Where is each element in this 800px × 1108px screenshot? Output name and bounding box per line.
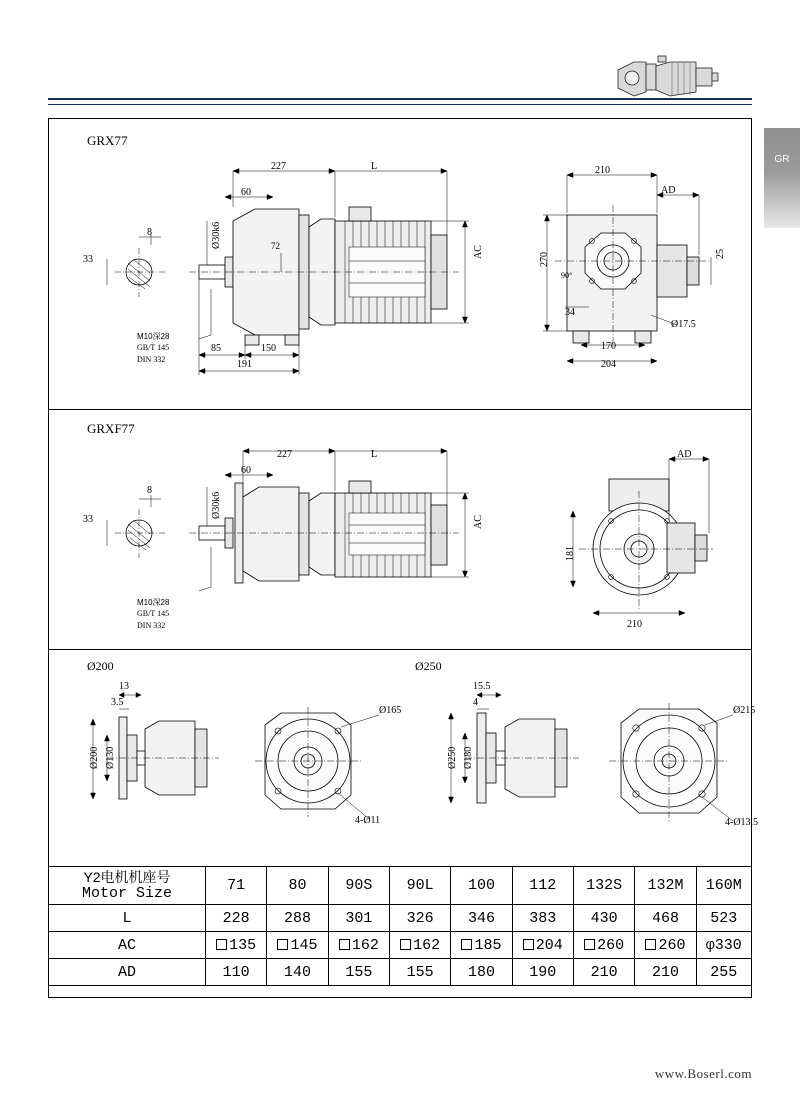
square-symbol <box>461 939 472 950</box>
side-tab <box>764 128 800 228</box>
col-head-4: 100 <box>451 867 512 905</box>
row-label-AC: AC <box>49 932 206 959</box>
dim-8-grx77: 8 <box>147 227 152 238</box>
cell-AC-132S-value: 260 <box>597 936 625 954</box>
cell-AC-90L-value: 162 <box>413 936 441 954</box>
dim-60-grxf77: 60 <box>241 465 251 476</box>
dim-13-flange200: 13 <box>119 681 129 692</box>
dim-33-grx77: 33 <box>83 254 93 265</box>
dim-25-grx77-side: 25 <box>715 249 726 259</box>
shaft-dia-grxf77: Ø30k6 <box>211 491 222 519</box>
square-symbol <box>645 939 656 950</box>
cell-AC-132M-value: 260 <box>658 936 686 954</box>
cell-AD-132S: 210 <box>573 959 634 986</box>
table-header-cell <box>49 867 206 905</box>
table-header-row <box>49 867 752 905</box>
square-symbol <box>584 939 595 950</box>
dim-dia200-flange200: Ø200 <box>89 746 100 769</box>
dim-dia180-flange250: Ø180 <box>463 746 474 769</box>
dim-150-grx77: 150 <box>261 343 276 354</box>
cell-AC-90S-value: 162 <box>351 936 379 954</box>
dim-dia165-flange200: Ø165 <box>379 705 402 716</box>
dim-85-grx77: 85 <box>211 343 221 354</box>
dim-8-grxf77: 8 <box>147 485 152 496</box>
cell-AC-80-value: 145 <box>290 936 318 954</box>
cell-AD-71: 110 <box>206 959 267 986</box>
table-row <box>49 959 752 986</box>
dim-33-grxf77: 33 <box>83 514 93 525</box>
square-symbol <box>216 939 227 950</box>
cell-AC-112-value: 204 <box>535 936 563 954</box>
square-symbol <box>277 939 288 950</box>
col-head-3: 90L <box>389 867 450 905</box>
dim-227-grxf77: 227 <box>277 449 292 460</box>
dim-4-flange250: 4 <box>473 697 478 708</box>
cell-L-112: 383 <box>512 905 573 932</box>
table-header-cn: Y2电机机座号 <box>83 869 171 885</box>
thread-note-2-grxf77: GB/T 145 <box>137 609 170 618</box>
dim-L-grxf77: L <box>371 449 378 460</box>
grx77-drawing <box>49 149 753 407</box>
cell-L-132M: 468 <box>635 905 696 932</box>
cell-AC-132M <box>635 932 696 959</box>
thread-note-3-grx77: DIN 332 <box>137 355 166 364</box>
cell-AC-112 <box>512 932 573 959</box>
gear-motor-illustration <box>612 52 722 104</box>
cell-AC-160M: φ330 <box>696 932 751 959</box>
row-label-AD: AD <box>49 959 206 986</box>
dim-AD-grxf77-side: AD <box>677 449 692 460</box>
cell-AC-80 <box>267 932 328 959</box>
thread-note-3-grxf77: DIN 332 <box>137 621 166 630</box>
dim-210-grx77-side: 210 <box>595 165 610 176</box>
cell-L-132S: 430 <box>573 905 634 932</box>
col-head-5: 112 <box>512 867 573 905</box>
table-row <box>49 905 752 932</box>
square-symbol <box>523 939 534 950</box>
table-row <box>49 932 752 959</box>
col-head-6: 132S <box>573 867 634 905</box>
dim-dia250-flange250: Ø250 <box>447 746 458 769</box>
holes-flange250: 4-Ø13.5 <box>725 817 759 828</box>
col-head-8: 160M <box>696 867 751 905</box>
dim-204-grx77-side: 204 <box>601 359 616 370</box>
motor-size-table <box>48 866 752 986</box>
thread-note-2-grx77: GB/T 145 <box>137 343 170 352</box>
cell-AD-160M: 255 <box>696 959 751 986</box>
dim-191-grx77: 191 <box>237 359 252 370</box>
cell-AC-71-value: 135 <box>229 936 257 954</box>
cell-AD-112: 190 <box>512 959 573 986</box>
cell-AD-90S: 155 <box>328 959 389 986</box>
col-head-0: 71 <box>206 867 267 905</box>
side-tab-label: GR <box>774 154 790 165</box>
cell-AD-80: 140 <box>267 959 328 986</box>
row-label-L: L <box>49 905 206 932</box>
dim-90deg-grx77-side: 90° <box>561 271 573 280</box>
dim-270-grx77-side: 270 <box>539 252 550 267</box>
divider-1 <box>49 409 751 410</box>
cell-L-90L: 326 <box>389 905 450 932</box>
dim-AC-grxf77: AC <box>473 515 484 529</box>
divider-2 <box>49 649 751 650</box>
dim-210-grxf77-side: 210 <box>627 619 642 630</box>
col-head-7: 132M <box>635 867 696 905</box>
dim-15-5-flange250: 15.5 <box>473 681 491 692</box>
square-symbol <box>339 939 350 950</box>
cell-AC-90L <box>389 932 450 959</box>
cell-AC-100-value: 185 <box>474 936 502 954</box>
dim-181-grxf77-side: 181 <box>565 546 576 561</box>
shaft-dia-grx77: Ø30k6 <box>211 221 222 249</box>
dim-60-grx77: 60 <box>241 187 251 198</box>
header-rule <box>48 98 752 105</box>
cell-L-90S: 301 <box>328 905 389 932</box>
holes-flange200: 4-Ø11 <box>355 815 381 826</box>
cell-AD-132M: 210 <box>635 959 696 986</box>
dim-dia130-flange200: Ø130 <box>105 746 116 769</box>
table-header-en: Motor Size <box>81 885 172 903</box>
cell-L-80: 288 <box>267 905 328 932</box>
col-head-1: 80 <box>267 867 328 905</box>
dim-dia215-flange250: Ø215 <box>733 705 756 716</box>
dim-72-grx77: 72 <box>271 241 280 251</box>
cell-AC-90S <box>328 932 389 959</box>
footer-website: www.Boserl.com <box>654 1066 752 1081</box>
cell-AC-71 <box>206 932 267 959</box>
thread-note-1-grx77: M10深28 <box>137 332 170 341</box>
flange-label-200: Ø200 <box>87 659 114 673</box>
dim-3-5-flange200: 3.5 <box>111 697 124 708</box>
dim-34-grx77-side: 34 <box>565 307 575 318</box>
dim-227-grx77: 227 <box>271 161 286 172</box>
square-symbol <box>400 939 411 950</box>
cell-AC-132S <box>573 932 634 959</box>
section-title-grx77: GRX77 <box>87 133 128 148</box>
cell-L-160M: 523 <box>696 905 751 932</box>
cell-AD-90L: 155 <box>389 959 450 986</box>
cell-AD-100: 180 <box>451 959 512 986</box>
dim-AC-grx77: AC <box>473 245 484 259</box>
dim-170-grx77-side: 170 <box>601 341 616 352</box>
col-head-2: 90S <box>328 867 389 905</box>
thread-note-1-grxf77: M10深28 <box>137 598 170 607</box>
flange-label-250: Ø250 <box>415 659 442 673</box>
cell-L-100: 346 <box>451 905 512 932</box>
dim-AD-grx77-side: AD <box>661 185 676 196</box>
hole-dia-grx77-side: Ø17.5 <box>671 319 696 330</box>
cell-L-71: 228 <box>206 905 267 932</box>
dim-L-grx77: L <box>371 161 378 172</box>
section-title-grxf77: GRXF77 <box>87 421 135 436</box>
cell-AC-100 <box>451 932 512 959</box>
